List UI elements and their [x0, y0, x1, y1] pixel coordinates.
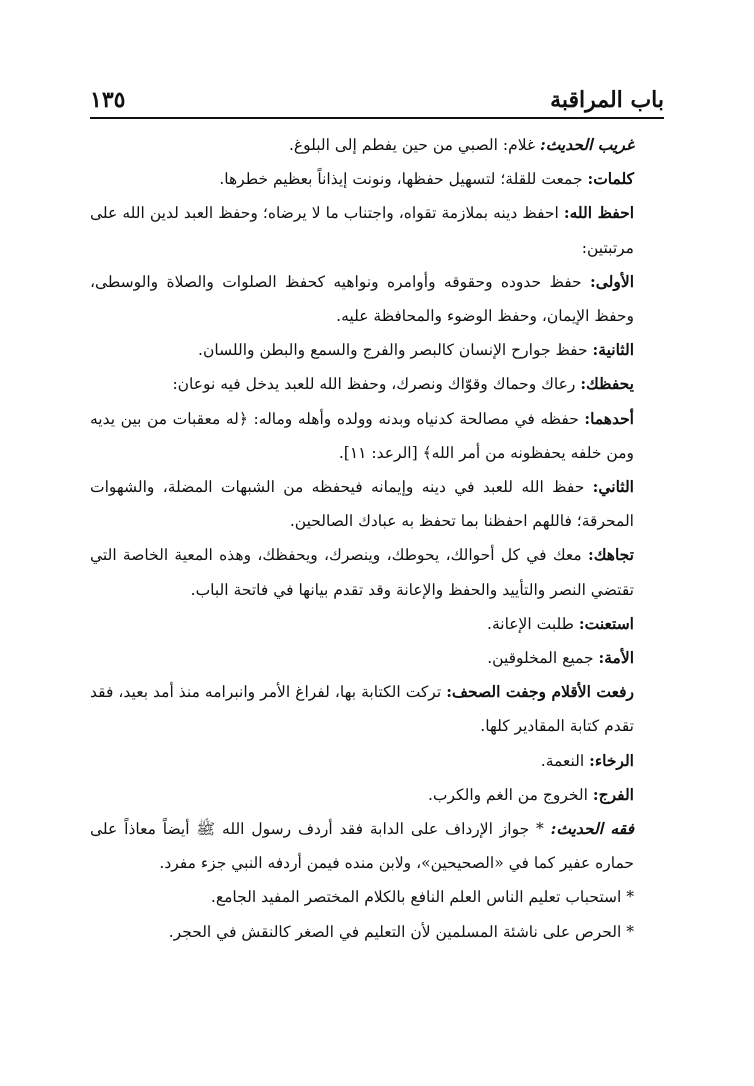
- paragraph-text: * استحباب تعليم الناس العلم النافع بالكلام المختصر المفيد الجامع.: [210, 888, 634, 907]
- page-header: [90, 78, 664, 114]
- paragraph-term: كلمات:: [587, 169, 634, 189]
- paragraph-istaant: [90, 607, 664, 641]
- paragraph-term: احفظ الله:: [563, 203, 635, 223]
- paragraph-term: الأمة:: [598, 648, 634, 668]
- paragraph-text: جمعت للقلة؛ لتسهيل حفظها، ونونت إيذاناً بعظيم خطرها.: [219, 170, 588, 189]
- paragraph-text: تركت الكتابة بها، لفراغ الأمر وانبرامه منذ أمد بعيد، فقد تقدم كتابة المقادير كلها.: [90, 683, 634, 736]
- paragraph-text: النعمة.: [540, 751, 590, 770]
- paragraph-text: غلام: الصبي من حين يفطم إلى البلوغ.: [288, 136, 540, 154]
- chapter-title: باب المراقبة: [550, 87, 664, 113]
- paragraph-umma: [90, 641, 664, 675]
- paragraph-tujahak: [90, 538, 664, 606]
- paragraph-text: الخروج من الغم والكرب.: [427, 785, 593, 804]
- paragraph-text: حفظ حدوده وحقوقه وأوامره ونواهيه كحفظ الصلوات والصلاة والوسطى، وحفظ الإيمان، وحفظ الوضوء والمحافظة عليه.: [90, 272, 634, 326]
- paragraph-text: رعاك وحماك وقوّاك ونصرك، وحفظ الله للعبد يدخل فيه نوعان:: [172, 375, 581, 394]
- paragraph-text: جميع المخلوقين.: [487, 649, 599, 668]
- paragraph-term: فقه الحديث:: [550, 819, 634, 839]
- paragraph-term: رفعت الأقلام وجفت الصحف:: [446, 682, 634, 702]
- paragraph-term: يحفظك:: [580, 374, 634, 394]
- paragraph-gharib: [90, 128, 664, 162]
- paragraph-term: أحدهما:: [584, 408, 634, 428]
- paragraph-text: * جواز الإرداف على الدابة فقد أردف رسول الله ﷺ أيضاً معاذاً على حماره عفير كما في «الصحيحين»، ولابن منده فيمن أردفه النبي جزء مفرد.: [90, 820, 634, 873]
- paragraph-thaniya: [90, 333, 664, 367]
- paragraph-ula: [90, 265, 664, 333]
- paragraph-term: استعنت:: [578, 613, 634, 633]
- paragraph-term: غريب الحديث:: [539, 135, 634, 154]
- paragraph-term: الثانية:: [592, 340, 634, 360]
- paragraph-text: * الحرص على ناشئة المسلمين لأن التعليم في الصغر كالنقش في الحجر.: [168, 922, 634, 941]
- paragraph-kalimat: [90, 162, 664, 196]
- page-body: [90, 128, 664, 949]
- paragraph-term: الأولى:: [590, 271, 634, 291]
- paragraph-ihfaz: [90, 196, 664, 264]
- paragraph-text: طلبت الإعانة.: [487, 614, 579, 633]
- paragraph-bullet-talim: [90, 880, 664, 914]
- paragraph-text: معك في كل أحوالك، يحوطك، وينصرك، ويحفظك، وهذه المعية الخاصة التي تقتضي النصر والتأييد والحفظ والإعانة وقد تقدم بيانها في فاتحة الباب.: [90, 546, 634, 599]
- paragraph-rakha: [90, 744, 664, 778]
- paragraph-text: احفظ دينه بملازمة تقواه، واجتناب ما لا يرضاه؛ وحفظ العبد لدين الله على مرتبتين:: [90, 204, 634, 257]
- paragraph-text: حفظه في مصالحة كدنياه وبدنه وولده وأهله وماله: ﴿له معقبات من بين يديه ومن خلفه يحفظونه من أمر الله﴾ [الرعد: ١١].: [90, 409, 634, 462]
- paragraph-text: حفظ جوارح الإنسان كالبصر والفرج والسمع والبطن واللسان.: [198, 341, 593, 360]
- paragraph-fiqh: [90, 812, 664, 880]
- paragraph-ahaduhuma: [90, 402, 664, 470]
- paragraph-thani: [90, 470, 664, 538]
- paragraph-term: تجاهك:: [587, 545, 634, 565]
- header-rule: [90, 117, 664, 119]
- paragraph-text: حفظ الله للعبد في دينه وإيمانه فيحفظه من الشبهات المضلة، والشهوات المحرقة؛ فاللهم احفظنا بما تحفظ به عبادك الصالحين.: [90, 478, 634, 531]
- paragraph-yahfazuk: [90, 367, 664, 401]
- paragraph-term: الرخاء:: [589, 750, 634, 770]
- paragraph-term: الفرج:: [592, 784, 634, 804]
- paragraph-term: الثاني:: [592, 477, 634, 497]
- page-number: ١٣٥: [90, 87, 126, 113]
- paragraph-bullet-hirs: [90, 915, 664, 949]
- paragraph-rufiat: [90, 675, 664, 743]
- paragraph-faraj: [90, 778, 664, 812]
